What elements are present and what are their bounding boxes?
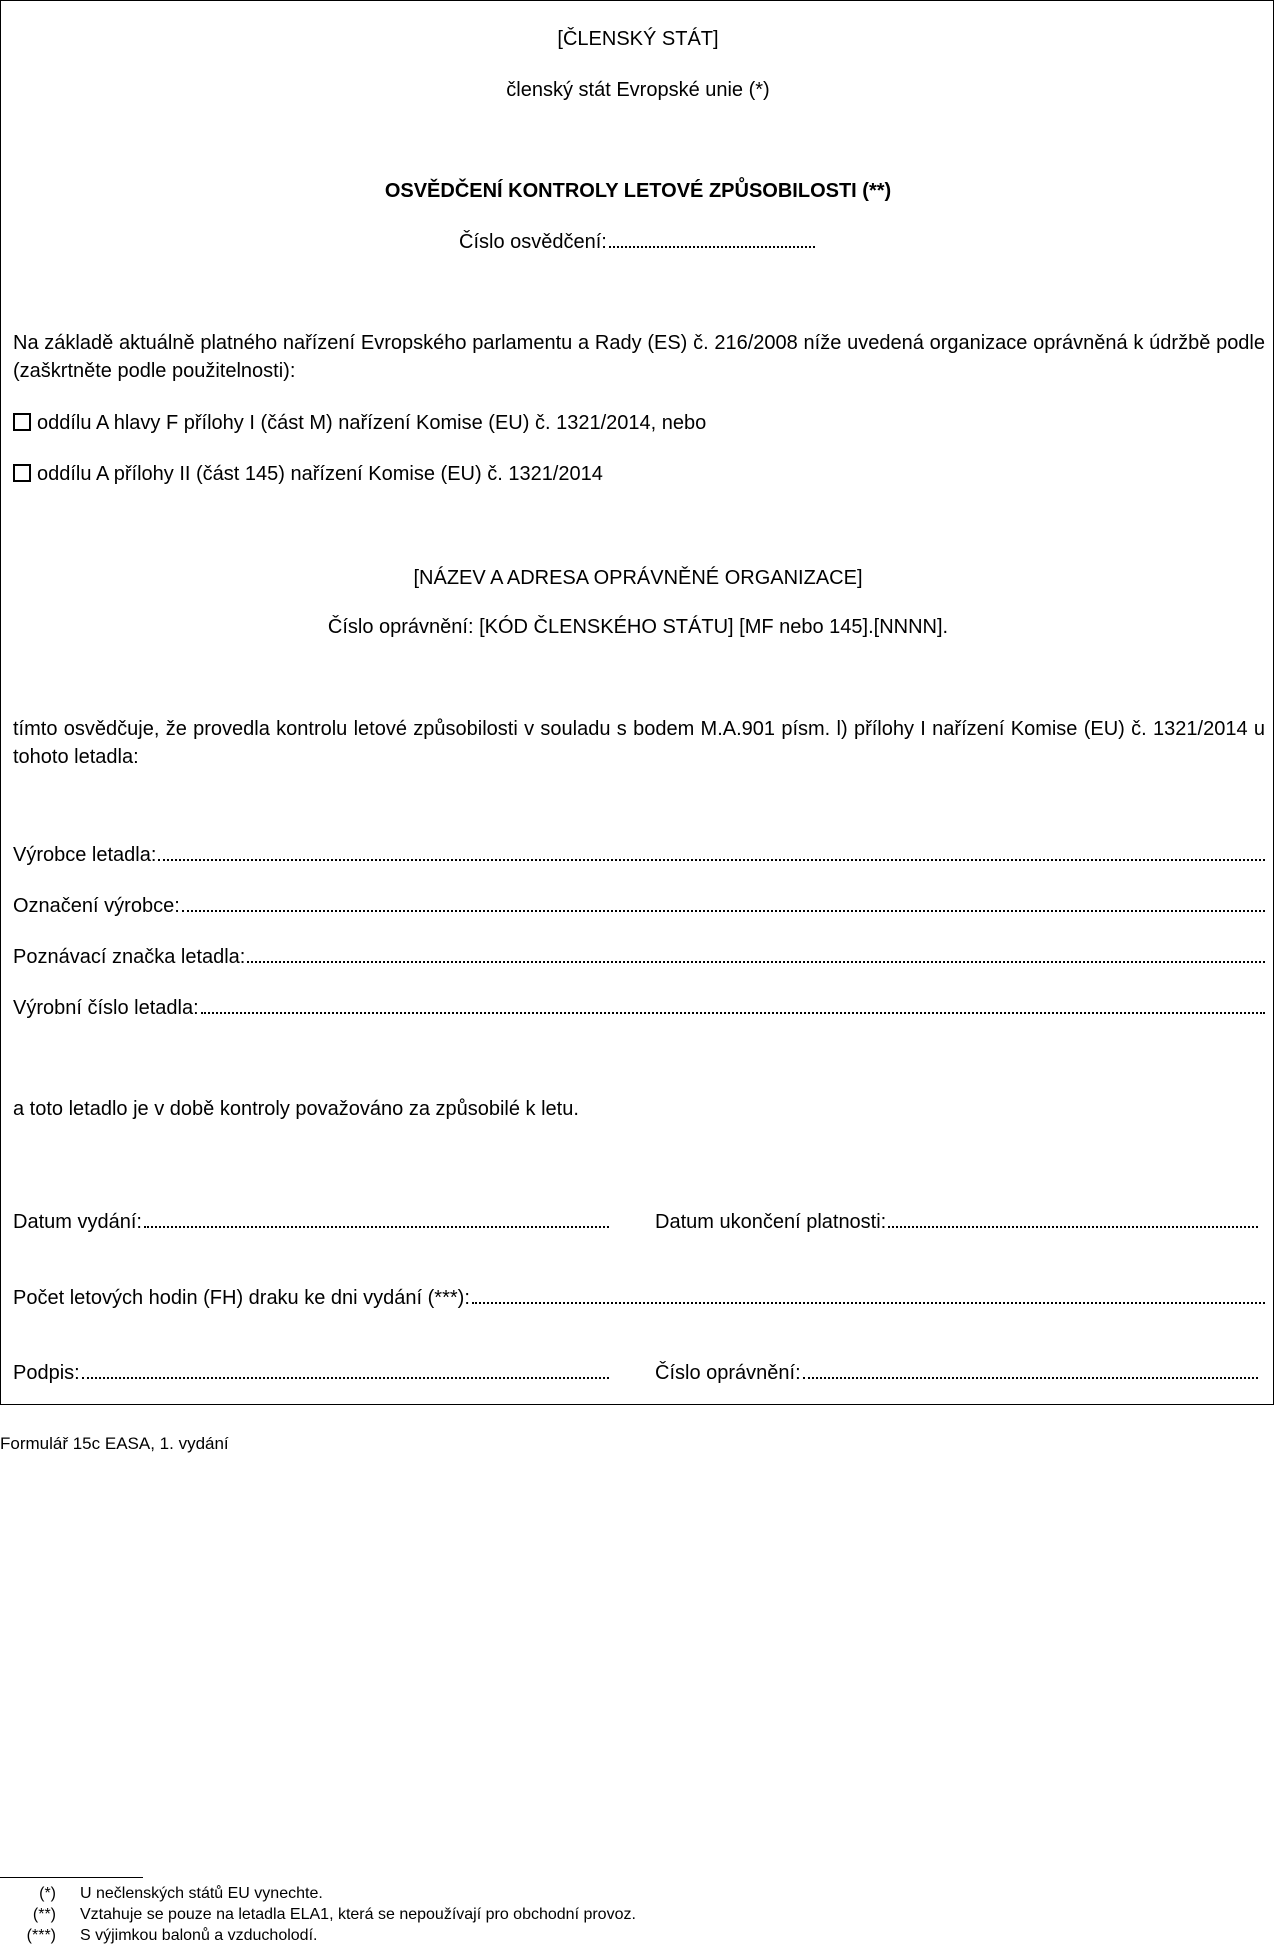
footnote-2-mark: (**)	[32, 1906, 56, 1923]
footnote-3	[0, 1926, 317, 1946]
approval-number-field[interactable]	[655, 1361, 1258, 1385]
expiry-date-field[interactable]	[655, 1210, 1258, 1234]
footnote-divider	[0, 1877, 143, 1878]
footnote-1	[0, 1884, 323, 1904]
signature-label: Podpis:	[13, 1362, 80, 1384]
expiry-date-dots	[888, 1210, 1258, 1228]
expiry-date-label: Datum ukončení platnosti:	[655, 1211, 887, 1233]
footnote-2	[0, 1905, 636, 1925]
option-part-m[interactable]	[13, 411, 706, 435]
footnote-1-mark: (*)	[39, 1885, 56, 1902]
signature-field[interactable]	[13, 1361, 609, 1385]
member-state-placeholder: [ČLENSKÝ STÁT]	[557, 28, 719, 50]
registration-mark-label: Poznávací značka letadla:	[13, 946, 246, 968]
registration-mark-dots	[247, 945, 1265, 963]
option-part-145[interactable]	[13, 462, 603, 486]
aircraft-manufacturer-dots	[158, 843, 1265, 861]
issue-date-field[interactable]	[13, 1210, 609, 1234]
footnote-3-mark: (***)	[26, 1927, 56, 1944]
statement-paragraph: tímto osvědčuje, že provedla kontrolu letové způsobilosti v souladu s bodem M.A.901 písm. l) přílohy I nařízení Komise (EU) č. 1321/2014 u tohoto letadla:	[13, 718, 1265, 768]
registration-mark-field[interactable]	[13, 945, 1265, 969]
flight-hours-dots	[472, 1286, 1265, 1304]
approval-number-label: Číslo oprávnění:	[655, 1362, 801, 1384]
approval-number-dots	[803, 1361, 1258, 1379]
airworthy-statement: a toto letadlo je v době kontroly považováno za způsobilé k letu.	[13, 1098, 579, 1120]
serial-number-dots	[201, 996, 1265, 1014]
issue-date-label: Datum vydání:	[13, 1211, 142, 1233]
manufacturer-designation-field[interactable]	[13, 894, 1265, 918]
form-identifier: Formulář 15c EASA, 1. vydání	[0, 1434, 229, 1453]
organization-approval: Číslo oprávnění: [KÓD ČLENSKÉHO STÁTU] [MF nebo 145].[NNNN].	[327, 616, 949, 638]
checkbox-part-m[interactable]	[13, 413, 31, 431]
form-title: OSVĚDČENÍ KONTROLY LETOVÉ ZPŮSOBILOSTI (**)	[384, 180, 892, 202]
checkbox-part-145[interactable]	[13, 464, 31, 482]
flight-hours-label: Počet letových hodin (FH) draku ke dni vydání (***):	[13, 1287, 470, 1309]
manufacturer-designation-label: Označení výrobce:	[13, 895, 180, 917]
certificate-number-dots	[609, 230, 815, 248]
certificate-number-field[interactable]	[459, 230, 815, 254]
signature-dots	[82, 1361, 609, 1379]
option-part-m-label: oddílu A hlavy F přílohy I (část M) nařízení Komise (EU) č. 1321/2014, nebo	[37, 412, 707, 434]
flight-hours-field[interactable]	[13, 1286, 1265, 1310]
certificate-number-label: Číslo osvědčení:	[459, 231, 607, 253]
serial-number-field[interactable]	[13, 996, 1265, 1020]
footnote-2-text: Vztahuje se pouze na letadla ELA1, která se nepoužívají pro obchodní provoz.	[80, 1906, 636, 1923]
footnote-1-text: U nečlenských států EU vynechte.	[80, 1885, 323, 1902]
aircraft-manufacturer-label: Výrobce letadla:	[13, 844, 157, 866]
serial-number-label: Výrobní číslo letadla:	[13, 997, 199, 1019]
footnote-3-text: S výjimkou balonů a vzducholodí.	[80, 1927, 318, 1944]
intro-paragraph: Na základě aktuálně platného nařízení Evropského parlamentu a Rady (ES) č. 216/2008 níže uvedená organizace oprávněná k údržbě podle (zaškrtněte podle použitelnosti):	[13, 332, 1265, 382]
organization-name: [NÁZEV A ADRESA OPRÁVNĚNÉ ORGANIZACE]	[413, 567, 863, 589]
member-state-subtitle: členský stát Evropské unie (*)	[506, 79, 770, 101]
manufacturer-designation-dots	[182, 894, 1265, 912]
option-part-145-label: oddílu A přílohy II (část 145) nařízení Komise (EU) č. 1321/2014	[37, 463, 603, 485]
aircraft-manufacturer-field[interactable]	[13, 843, 1265, 867]
issue-date-dots	[144, 1210, 609, 1228]
